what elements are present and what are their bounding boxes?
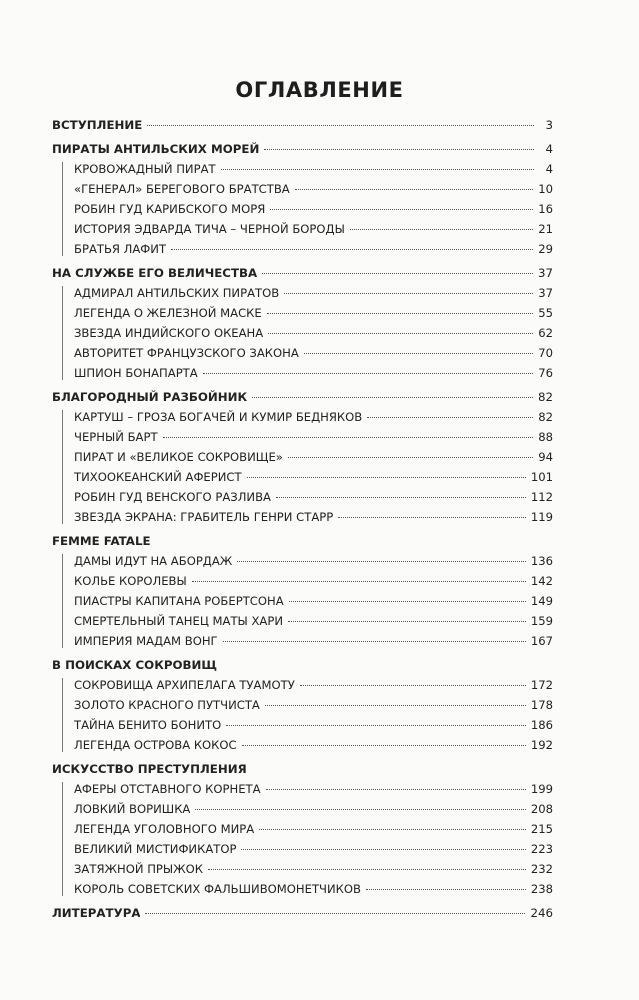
toc-entry — [74, 283, 553, 303]
toc-section — [52, 531, 553, 655]
toc-entry — [74, 343, 553, 363]
section-title: БЛАГОРОДНЫЙ РАЗБОЙНИК — [52, 390, 248, 404]
page-number: 199 — [530, 782, 553, 796]
toc-entry — [74, 303, 553, 323]
page-number: 70 — [538, 346, 553, 360]
page-number: 62 — [538, 326, 553, 340]
page-number: 4 — [545, 142, 553, 156]
toc-entry — [74, 695, 553, 715]
toc-subentries — [52, 675, 553, 755]
entry-title: ЛЕГЕНДА О ЖЕЛЕЗНОЙ МАСКЕ — [74, 306, 262, 320]
dot-leader — [221, 169, 534, 170]
toc-entry — [74, 735, 553, 755]
page-number: 21 — [538, 222, 553, 236]
page-number: 37 — [538, 286, 553, 300]
toc-section — [52, 903, 553, 927]
entry-title: «ГЕНЕРАЛ» БЕРЕГОВОГО БРАТСТВА — [74, 182, 290, 196]
section-title: FEMME FATALE — [52, 534, 151, 548]
toc-entry — [74, 159, 553, 179]
section-title: ИСКУССТВО ПРЕСТУПЛЕНИЯ — [52, 762, 247, 776]
toc-section-entry — [52, 115, 553, 135]
page-title: ОГЛАВЛЕНИЕ — [235, 78, 404, 102]
entry-title: ТАЙНА БЕНИТО БОНИТО — [74, 718, 222, 732]
dot-leader — [252, 397, 533, 398]
dot-leader — [267, 313, 534, 314]
page-number: 76 — [538, 366, 553, 380]
entry-title: ТИХООКЕАНСКИЙ АФЕРИСТ — [74, 470, 242, 484]
dot-leader — [270, 209, 533, 210]
section-title: НА СЛУЖБЕ ЕГО ВЕЛИЧЕСТВА — [52, 266, 258, 280]
entry-title: ЛОВКИЙ ВОРИШКА — [74, 802, 191, 816]
entry-title: РОБИН ГУД КАРИБСКОГО МОРЯ — [74, 202, 266, 216]
dot-leader — [304, 353, 533, 354]
entry-title: ЗОЛОТО КРАСНОГО ПУТЧИСТА — [74, 698, 260, 712]
toc-entry — [74, 239, 553, 259]
section-title: ЛИТЕРАТУРА — [52, 906, 141, 920]
toc-section — [52, 655, 553, 759]
toc-entry — [74, 675, 553, 695]
page-number: 37 — [537, 266, 553, 280]
toc-entry — [74, 447, 553, 467]
dot-leader — [242, 745, 526, 746]
toc-entry — [74, 219, 553, 239]
page-number: 172 — [530, 678, 553, 692]
toc-entry — [74, 363, 553, 383]
toc-section — [52, 139, 553, 263]
page-number: 208 — [530, 802, 553, 816]
toc-entry — [74, 591, 553, 611]
entry-title: ЗВЕЗДА ИНДИЙСКОГО ОКЕАНА — [74, 326, 264, 340]
toc-subentries — [52, 779, 553, 899]
page-number: 215 — [530, 822, 553, 836]
entry-title: СМЕРТЕЛЬНЫЙ ТАНЕЦ МАТЫ ХАРИ — [74, 614, 284, 628]
page-number: 238 — [530, 882, 553, 896]
dot-leader — [247, 477, 526, 478]
page-number: 101 — [530, 470, 553, 484]
toc-entry — [74, 859, 553, 879]
entry-title: АВТОРИТЕТ ФРАНЦУЗСКОГО ЗАКОНА — [74, 346, 299, 360]
entry-title: ВЕЛИКИЙ МИСТИФИКАТОР — [74, 842, 237, 856]
table-of-contents — [52, 115, 553, 927]
toc-entry — [74, 487, 553, 507]
toc-section — [52, 115, 553, 139]
toc-subentries — [52, 159, 553, 259]
page-number: 88 — [538, 430, 553, 444]
page-number: 142 — [530, 574, 553, 588]
page-number: 136 — [530, 554, 553, 568]
toc-entry — [74, 179, 553, 199]
toc-section-entry — [52, 903, 553, 923]
dot-leader — [295, 189, 534, 190]
page-number: 167 — [530, 634, 553, 648]
entry-title: СОКРОВИЩА АРХИПЕЛАГА ТУАМОТУ — [74, 678, 295, 692]
dot-leader — [195, 809, 525, 810]
toc-entry — [74, 407, 553, 427]
dot-leader — [223, 641, 526, 642]
dot-leader — [163, 437, 534, 438]
page-number: 232 — [530, 862, 553, 876]
entry-title: РОБИН ГУД ВЕНСКОГО РАЗЛИВА — [74, 490, 271, 504]
toc-subentries — [52, 407, 553, 527]
toc-section-entry — [52, 531, 553, 551]
toc-entry — [74, 467, 553, 487]
page-number: 82 — [537, 390, 553, 404]
toc-subentries — [52, 551, 553, 651]
page-number: 119 — [530, 510, 553, 524]
page-number: 246 — [530, 906, 553, 920]
dot-leader — [367, 417, 533, 418]
dot-leader — [192, 581, 526, 582]
dot-leader — [288, 457, 533, 458]
dot-leader — [145, 913, 525, 914]
page-number: 10 — [538, 182, 553, 196]
toc-entry — [74, 799, 553, 819]
toc-section-entry — [52, 387, 553, 407]
page-number: 192 — [530, 738, 553, 752]
toc-section-entry — [52, 759, 553, 779]
toc-entry — [74, 427, 553, 447]
entry-title: ЗАТЯЖНОЙ ПРЫЖОК — [74, 862, 203, 876]
dot-leader — [338, 517, 526, 518]
dot-leader — [262, 273, 533, 274]
dot-leader — [266, 789, 526, 790]
toc-section — [52, 759, 553, 903]
toc-entry — [74, 611, 553, 631]
toc-entry — [74, 571, 553, 591]
toc-entry — [74, 323, 553, 343]
entry-title: АДМИРАЛ АНТИЛЬСКИХ ПИРАТОВ — [74, 286, 280, 300]
page-number: 3 — [545, 118, 553, 132]
toc-entry — [74, 199, 553, 219]
entry-title: ПИРАТ И «ВЕЛИКОЕ СОКРОВИЩЕ» — [74, 450, 283, 464]
dot-leader — [147, 125, 534, 126]
entry-title: ЛЕГЕНДА УГОЛОВНОГО МИРА — [74, 822, 255, 836]
page-number: 186 — [530, 718, 553, 732]
dot-leader — [276, 497, 526, 498]
toc-subentries — [52, 283, 553, 383]
page-number: 149 — [530, 594, 553, 608]
dot-leader — [366, 889, 526, 890]
dot-leader — [350, 229, 533, 230]
toc-entry — [74, 779, 553, 799]
entry-title: КРОВОЖАДНЫЙ ПИРАТ — [74, 162, 216, 176]
dot-leader — [203, 373, 534, 374]
toc-entry — [74, 551, 553, 571]
page-number: 16 — [538, 202, 553, 216]
dot-leader — [265, 705, 526, 706]
page-number: 29 — [538, 242, 553, 256]
entry-title: ЛЕГЕНДА ОСТРОВА КОКОС — [74, 738, 237, 752]
entry-title: ПИАСТРЫ КАПИТАНА РОБЕРТСОНА — [74, 594, 284, 608]
dot-leader — [300, 685, 526, 686]
section-gap — [52, 923, 553, 927]
toc-entry — [74, 715, 553, 735]
page-number: 82 — [538, 410, 553, 424]
toc-section-entry — [52, 655, 553, 675]
entry-title: БРАТЬЯ ЛАФИТ — [74, 242, 167, 256]
dot-leader — [289, 601, 526, 602]
dot-leader — [284, 293, 533, 294]
page-number: 223 — [530, 842, 553, 856]
toc-entry — [74, 879, 553, 899]
toc-section — [52, 387, 553, 531]
toc-entry — [74, 839, 553, 859]
toc-entry — [74, 507, 553, 527]
entry-title: ШПИОН БОНАПАРТА — [74, 366, 198, 380]
entry-title: КОРОЛЬ СОВЕТСКИХ ФАЛЬШИВОМОНЕТЧИКОВ — [74, 882, 361, 896]
entry-title: ИМПЕРИЯ МАДАМ ВОНГ — [74, 634, 218, 648]
page-number: 178 — [530, 698, 553, 712]
toc-section-entry — [52, 263, 553, 283]
entry-title: АФЕРЫ ОТСТАВНОГО КОРНЕТА — [74, 782, 261, 796]
section-title: В ПОИСКАХ СОКРОВИЩ — [52, 658, 218, 672]
page-number: 112 — [530, 490, 553, 504]
dot-leader — [259, 829, 526, 830]
dot-leader — [208, 869, 526, 870]
entry-title: ДАМЫ ИДУТ НА АБОРДАЖ — [74, 554, 233, 568]
dot-leader — [237, 561, 526, 562]
entry-title: ЗВЕЗДА ЭКРАНА: ГРАБИТЕЛЬ ГЕНРИ СТАРР — [74, 510, 334, 524]
section-title: ПИРАТЫ АНТИЛЬСКИХ МОРЕЙ — [52, 142, 260, 156]
toc-entry — [74, 631, 553, 651]
dot-leader — [171, 249, 533, 250]
entry-title: ИСТОРИЯ ЭДВАРДА ТИЧА – ЧЕРНОЙ БОРОДЫ — [74, 222, 345, 236]
toc-section-entry — [52, 139, 553, 159]
toc-entry — [74, 819, 553, 839]
dot-leader — [264, 149, 534, 150]
dot-leader — [226, 725, 526, 726]
page-number: 55 — [538, 306, 553, 320]
page-number: 159 — [530, 614, 553, 628]
entry-title: КОЛЬЕ КОРОЛЕВЫ — [74, 574, 187, 588]
page-number: 4 — [545, 162, 553, 176]
dot-leader — [241, 849, 525, 850]
toc-section — [52, 263, 553, 387]
section-title: ВСТУПЛЕНИЕ — [52, 118, 143, 132]
page-number: 94 — [538, 450, 553, 464]
dot-leader — [288, 621, 526, 622]
entry-title: ЧЕРНЫЙ БАРТ — [74, 430, 158, 444]
dot-leader — [268, 333, 533, 334]
entry-title: КАРТУШ – ГРОЗА БОГАЧЕЙ И КУМИР БЕДНЯКОВ — [74, 410, 363, 424]
